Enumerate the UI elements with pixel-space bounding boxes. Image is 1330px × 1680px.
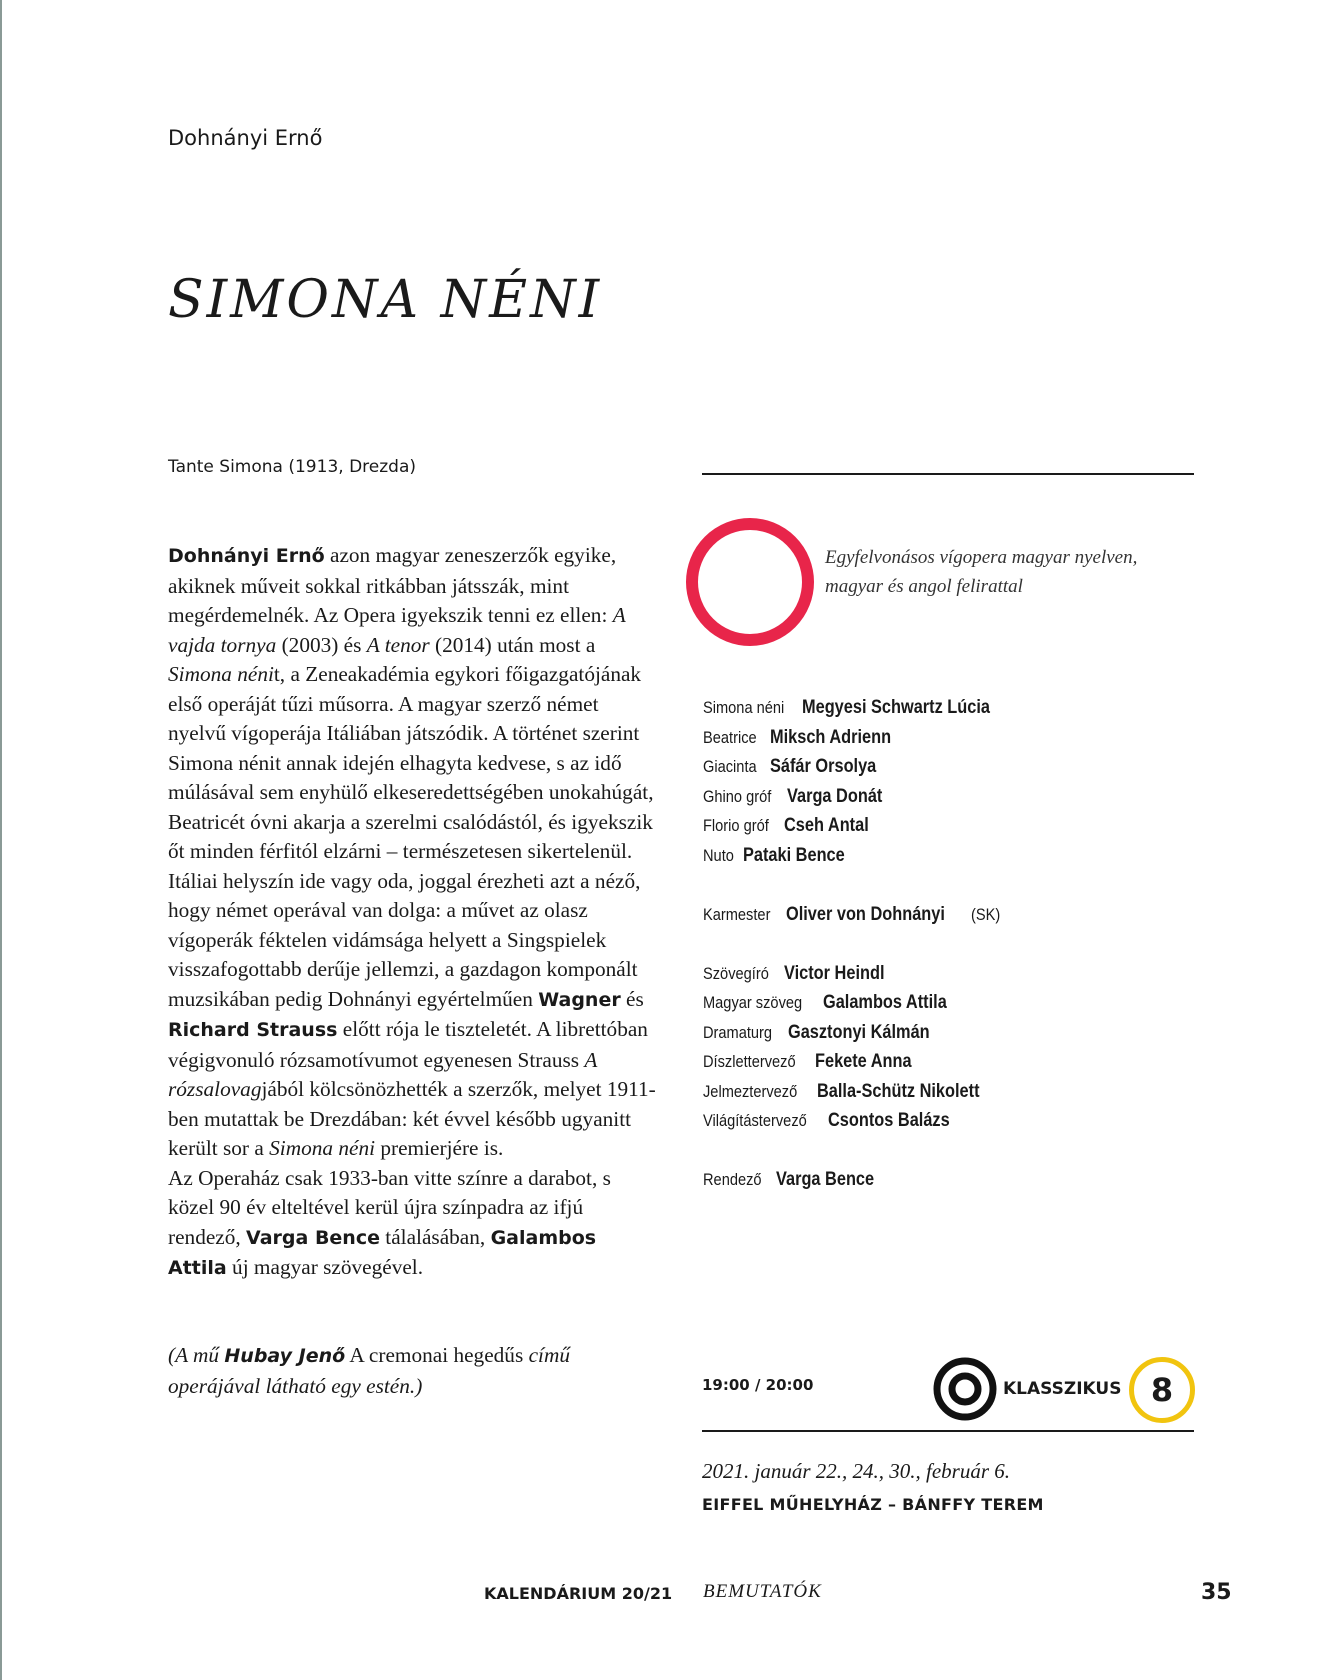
text-run: (2014) után most a	[429, 632, 596, 657]
credit-row-conductor	[703, 900, 1021, 930]
work-title: A cremonai hegedűs	[345, 1343, 524, 1367]
text-run: tálalásában,	[379, 1224, 491, 1249]
program-note	[168, 1341, 658, 1401]
credit-row	[703, 959, 1021, 989]
page-title: SIMONA NÉNI	[168, 270, 603, 330]
composer-name: Richard Strauss	[168, 1019, 338, 1041]
credit-role: Ghino gróf	[703, 786, 772, 806]
genre-ring-icon	[686, 518, 814, 646]
text-run: Az Operaház csak 1933-ban vitte színre a darabot, s közel 90 év elteltével kerül újra színpadra az ifjú rendező,	[168, 1165, 611, 1249]
credit-role: Beatrice	[703, 727, 757, 747]
credit-name: Megyesi Schwartz Lúcia	[801, 697, 990, 718]
work-title: A rózsalovag	[168, 1047, 598, 1101]
credit-row	[703, 723, 1021, 753]
text-run: azon magyar zeneszerzők egyike, akiknek műveit sokkal ritkábban játsszák, mint megérdemelnék. Az Opera igyekszik tenni ez ellen:	[168, 543, 617, 627]
page-edge	[0, 0, 2, 1680]
target-icon	[933, 1357, 997, 1421]
page-number: 35	[1201, 1580, 1232, 1605]
credit-name: Victor Heindl	[784, 962, 885, 984]
credits-list	[703, 693, 1021, 1195]
credit-role: Magyar szöveg	[703, 993, 803, 1012]
text-run: jából kölcsönözhették a szerzők, melyet 1911-ben mutattak be Drezdában: két évvel később ugyanitt került sor a	[168, 1077, 656, 1160]
credit-name: Cseh Antal	[783, 815, 869, 836]
text-run: és	[620, 986, 644, 1011]
series-label: KLASSZIKUS	[1003, 1379, 1122, 1399]
credit-role: Florio gróf	[703, 816, 769, 835]
credit-row	[703, 752, 1021, 782]
work-title: A tenor	[366, 632, 430, 657]
credit-role: Világítástervező	[703, 1111, 807, 1130]
body-text	[168, 541, 658, 1284]
credit-role: Nuto	[703, 845, 734, 865]
spacer	[703, 870, 1021, 900]
credit-name: Csontos Balázs	[828, 1110, 950, 1131]
series-number-badge: 8	[1129, 1357, 1195, 1423]
credit-role: Karmester	[703, 904, 771, 924]
text-run: új magyar szövegével.	[226, 1255, 424, 1279]
credit-name: Miksch Adrienn	[769, 726, 891, 748]
composer-name: Wagner	[538, 988, 621, 1011]
text-run: (2003) és	[276, 632, 367, 657]
credit-row-director	[703, 1165, 1021, 1195]
credit-role: Jelmeztervező	[703, 1081, 798, 1101]
credit-row	[703, 1106, 1021, 1136]
credit-role: Díszlettervező	[703, 1052, 796, 1071]
credit-name: Sáfár Orsolya	[769, 756, 877, 777]
credit-role: Rendező	[703, 1170, 762, 1189]
text-run: premierjére is.	[375, 1136, 504, 1160]
footer-section: BEMUTATÓK	[703, 1581, 822, 1602]
divider-top	[702, 473, 1194, 475]
original-title: Tante Simona (1913, Drezda)	[168, 457, 416, 477]
paragraph-2	[168, 1164, 658, 1284]
credit-name: Galambos Attila	[822, 992, 947, 1013]
work-title: Simona néni	[269, 1136, 376, 1160]
credit-role: Simona néni	[703, 698, 785, 717]
credit-row	[703, 841, 1021, 871]
credit-country: (SK)	[970, 904, 1000, 924]
credit-row	[703, 811, 1021, 841]
spacer	[703, 929, 1021, 959]
credit-row	[703, 782, 1021, 812]
author: Dohnányi Ernő	[168, 126, 323, 150]
credit-name: Varga Donát	[786, 785, 883, 807]
genre-description: Egyfelvonásos vígopera magyar nyelven, magyar és angol felirattal	[825, 547, 1138, 597]
credit-role: Dramaturg	[703, 1022, 773, 1042]
credit-name: Balla-Schütz Nikolett	[817, 1080, 980, 1102]
divider-bottom	[702, 1430, 1194, 1432]
credit-role: Giacinta	[703, 757, 757, 776]
text-run: előtt rója le tiszteletét. A librettóban végigvonuló rózsamotívumot egyenesen Strauss	[168, 1017, 648, 1072]
credit-name: Pataki Bence	[743, 844, 846, 866]
credit-row	[703, 988, 1021, 1018]
venue: EIFFEL MŰHELYHÁZ – BÁNFFY TEREM	[702, 1495, 1044, 1514]
translator-name: Galambos Attila	[168, 1226, 597, 1279]
composer-name: Dohnányi Ernő	[168, 545, 325, 567]
work-title: A vajda tornya	[168, 603, 626, 657]
paragraph-1	[168, 541, 658, 1164]
spacer	[703, 1136, 1021, 1166]
credit-row	[703, 1018, 1021, 1048]
credit-role: Szövegíró	[703, 963, 769, 983]
composer-name: Hubay Jenő	[224, 1345, 346, 1367]
credit-row	[703, 1047, 1021, 1077]
credit-name: Oliver von Dohnányi	[785, 903, 945, 925]
performance-time: 19:00 / 20:00	[702, 1376, 814, 1394]
credit-name: Fekete Anna	[815, 1051, 912, 1072]
performance-dates: 2021. január 22., 24., 30., február 6.	[702, 1459, 1011, 1483]
credit-name: Gasztonyi Kálmán	[787, 1021, 930, 1043]
text-run: t, a Zeneakadémia egykori főigazgatójának első operáját tűzi műsorra. A magyar szerző német nyelvű vígoperája Itáliában játszódik. A történet szerint Simona nénit annak idején elhagyta kedvese, s az idő múlásával sem enyhülő elkeseredettségében unokahúgát, Beatricét óvni akarja a szerelmi csalódástól, és igyekszik őt minden férfitól elzárni – természetesen sikertelenül. Itáliai helyszín ide vagy oda, joggal érezheti azt a néző, hogy német operával van dolga: a művet az olasz vígoperák féktelen vidámsága helyett a Singspielek visszafogottabb derűje jellemzi, a gazdagon komponált muzsikában pedig Dohnányi egyértelműen	[168, 662, 654, 1011]
credit-row	[703, 1077, 1021, 1107]
footer-calendar: KALENDÁRIUM 20/21	[484, 1584, 673, 1603]
text-run: (A mű	[168, 1343, 225, 1367]
credit-name: Varga Bence	[775, 1169, 874, 1190]
text-run: című operájával látható egy estén.)	[168, 1343, 570, 1398]
credit-row	[703, 693, 1021, 723]
work-title: Simona néni	[168, 662, 274, 686]
director-name: Varga Bence	[246, 1226, 380, 1249]
